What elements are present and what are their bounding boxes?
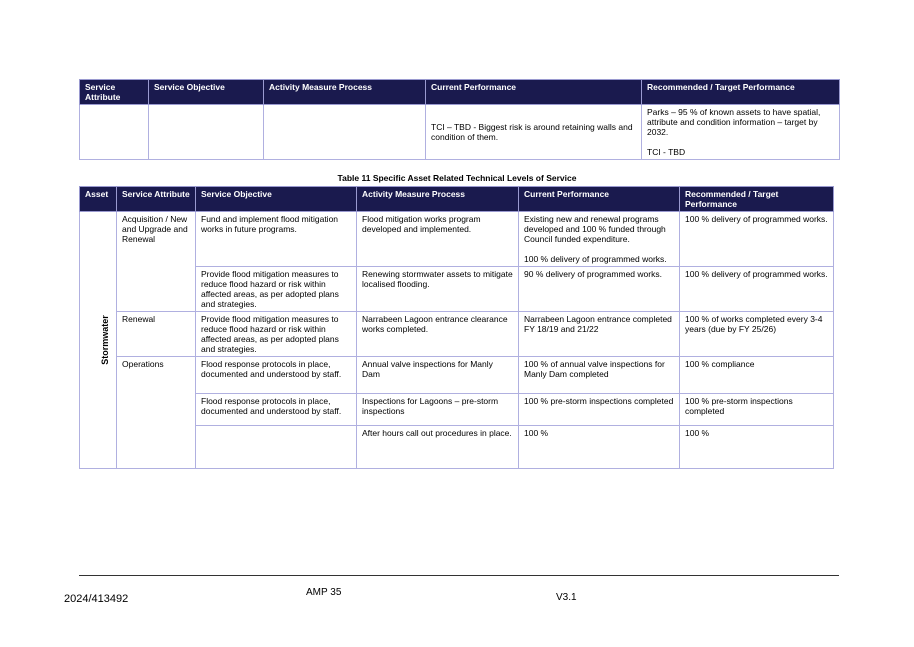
cell-target-performance: 100 % compliance (680, 357, 834, 394)
asset-cell (80, 212, 117, 469)
cell-service-attribute: Operations (117, 357, 196, 469)
cell-activity-measure: Flood mitigation works program developed and implemented. (357, 212, 519, 267)
cell-activity-measure: Annual valve inspections for Manly Dam (357, 357, 519, 394)
cell-activity-measure: Renewing stormwater assets to mitigate localised flooding. (357, 267, 519, 312)
technical-levels-of-service-table (79, 186, 834, 469)
table-header-row (80, 80, 840, 105)
col-header-current-performance: Current Performance (426, 80, 642, 105)
table-row (80, 357, 834, 394)
cell-current-performance: 100 % of annual valve inspections for Manly Dam completed (519, 357, 680, 394)
table-header-row (80, 187, 834, 212)
footer-divider (79, 575, 839, 576)
cell-service-objective (196, 426, 357, 469)
cell-target-performance: 100 % pre-storm inspections completed (680, 394, 834, 426)
col-header-target-performance: Recommended / Target Performance (680, 187, 834, 212)
cell-activity-measure: Narrabeen Lagoon entrance clearance works completed. (357, 312, 519, 357)
cell-target-performance: 100 % (680, 426, 834, 469)
cell-service-objective: Provide flood mitigation measures to reduce flood hazard or risk within affected areas, as per adopted plans and strategies. (196, 312, 357, 357)
col-header-service-attribute: Service Attribute (80, 80, 149, 105)
cell-service-objective: Provide flood mitigation measures to reduce flood hazard or risk within affected areas, as per adopted plans and strategies. (196, 267, 357, 312)
cell-activity-measure (264, 105, 426, 160)
cell-current-performance: 90 % delivery of programmed works. (519, 267, 680, 312)
cell-activity-measure: Inspections for Lagoons – pre-storm inspections (357, 394, 519, 426)
cell-current-performance: 100 % (519, 426, 680, 469)
col-header-service-attribute: Service Attribute (117, 187, 196, 212)
col-header-asset: Asset (80, 187, 117, 212)
col-header-activity-measure: Activity Measure Process (264, 80, 426, 105)
col-header-target-performance: Recommended / Target Performance (642, 80, 840, 105)
cell-activity-measure: After hours call out procedures in place. (357, 426, 519, 469)
cell-service-attribute: Acquisition / New and Upgrade and Renewal (117, 212, 196, 312)
footer-doc-reference: 2024/413492 (64, 593, 129, 605)
cell-target-performance: 100 % delivery of programmed works. (680, 267, 834, 312)
cell-target-performance: Parks – 95 % of known assets to have spatial, attribute and condition information – target by 2032. TCI - TBD (642, 105, 840, 160)
cell-service-objective: Fund and implement flood mitigation works in future programs. (196, 212, 357, 267)
footer-version: V3.1 (556, 592, 577, 603)
table-row (80, 312, 834, 357)
cell-service-attribute (80, 105, 149, 160)
asset-label: Stormwater (99, 315, 110, 365)
cell-target-performance: 100 % delivery of programmed works. (680, 212, 834, 267)
cell-service-objective (149, 105, 264, 160)
cell-target-performance: 100 % of works completed every 3-4 years (due by FY 25/26) (680, 312, 834, 357)
cell-service-objective: Flood response protocols in place, documented and understood by staff. (196, 357, 357, 394)
table-row (80, 212, 834, 267)
table-caption: Table 11 Specific Asset Related Technical Levels of Service (337, 173, 577, 183)
cell-current-performance: Narrabeen Lagoon entrance completed FY 18/19 and 21/22 (519, 312, 680, 357)
continued-levels-of-service-table (79, 79, 840, 160)
cell-current-performance: Existing new and renewal programs developed and 100 % funded through Council funded expenditure. 100 % delivery of programmed works. (519, 212, 680, 267)
footer-section-label: AMP 35 (306, 587, 342, 598)
col-header-current-performance: Current Performance (519, 187, 680, 212)
col-header-activity-measure: Activity Measure Process (357, 187, 519, 212)
cell-service-attribute: Renewal (117, 312, 196, 357)
col-header-service-objective: Service Objective (196, 187, 357, 212)
cell-current-performance: TCI – TBD - Biggest risk is around retaining walls and condition of them. (426, 105, 642, 160)
cell-service-objective: Flood response protocols in place, documented and understood by staff. (196, 394, 357, 426)
col-header-service-objective: Service Objective (149, 80, 264, 105)
table-row (80, 105, 840, 160)
cell-current-performance: 100 % pre-storm inspections completed (519, 394, 680, 426)
